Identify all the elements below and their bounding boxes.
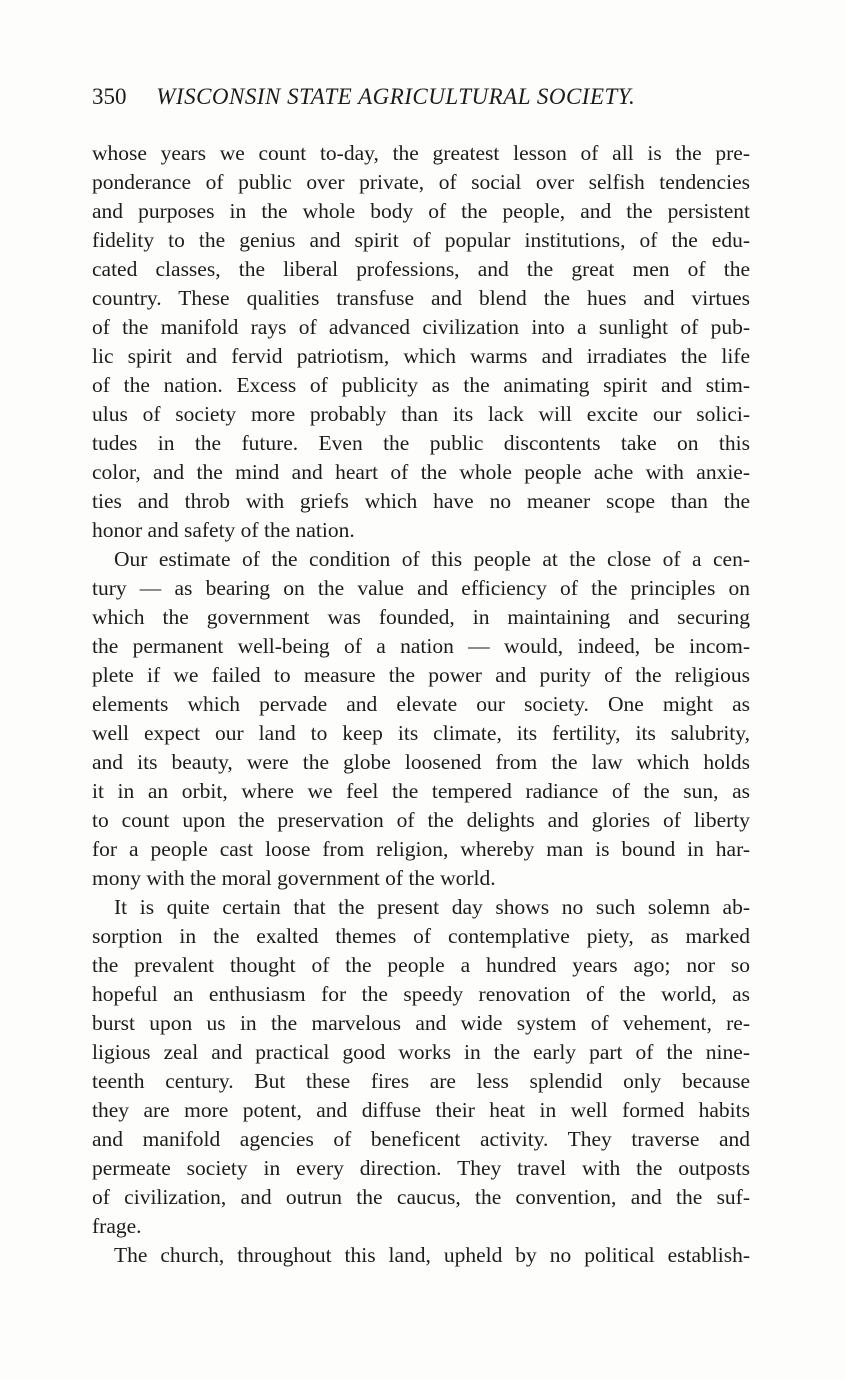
running-title: WISCONSIN STATE AGRICULTURAL SOCIETY. <box>156 84 636 109</box>
text-line: permeate society in every direction. They travel with the outposts <box>92 1156 750 1180</box>
text-line: honor and safety of the nation. <box>92 518 355 542</box>
running-head <box>92 80 752 114</box>
text-line: ponderance of public over private, of social over selfish tendencies <box>92 170 750 194</box>
text-line: ligious zeal and practical good works in the early part of the nine- <box>92 1040 750 1064</box>
text-line: of civilization, and outrun the caucus, the convention, and the suf- <box>92 1185 750 1209</box>
text-line: cated classes, the liberal professions, and the great men of the <box>92 257 750 281</box>
text-line: to count upon the preservation of the delights and glories of liberty <box>92 808 750 832</box>
text-line: country. These qualities transfuse and blend the hues and virtues <box>92 286 750 310</box>
text-line: tudes in the future. Even the public discontents take on this <box>92 431 750 455</box>
text-line: ties and throb with griefs which have no meaner scope than the <box>92 489 750 513</box>
text-line: the permanent well-being of a nation — would, indeed, be incom- <box>92 634 750 658</box>
text-line: whose years we count to-day, the greatest lesson of all is the pre- <box>92 141 750 165</box>
text-line: fidelity to the genius and spirit of popular institutions, of the edu- <box>92 228 750 252</box>
text-line: and its beauty, were the globe loosened from the law which holds <box>92 750 750 774</box>
text-line: frage. <box>92 1214 142 1238</box>
text-line: Our estimate of the condition of this people at the close of a cen- <box>114 547 750 571</box>
text-line: color, and the mind and heart of the whole people ache with anxie- <box>92 460 750 484</box>
text-line: It is quite certain that the present day shows no such solemn ab- <box>114 895 750 919</box>
text-line: and purposes in the whole body of the people, and the persistent <box>92 199 750 223</box>
text-line: mony with the moral government of the world. <box>92 866 496 890</box>
text-line: ulus of society more probably than its lack will excite our solici- <box>92 402 750 426</box>
text-line: the prevalent thought of the people a hundred years ago; nor so <box>92 953 750 977</box>
body-text <box>92 139 750 1270</box>
paragraph-1 <box>92 139 750 545</box>
text-line: they are more potent, and diffuse their heat in well formed habits <box>92 1098 750 1122</box>
paragraph-3 <box>92 893 750 1241</box>
text-line: sorption in the exalted themes of contemplative piety, as marked <box>92 924 750 948</box>
text-line: it in an orbit, where we feel the tempered radiance of the sun, as <box>92 779 750 803</box>
text-line: hopeful an enthusiasm for the speedy renovation of the world, as <box>92 982 750 1006</box>
text-line: elements which pervade and elevate our society. One might as <box>92 692 750 716</box>
text-line: burst upon us in the marvelous and wide system of vehement, re- <box>92 1011 750 1035</box>
text-line: The church, throughout this land, upheld by no political establish- <box>114 1243 750 1267</box>
text-line: which the government was founded, in maintaining and securing <box>92 605 750 629</box>
paragraph-4 <box>92 1241 750 1270</box>
text-line: plete if we failed to measure the power and purity of the religious <box>92 663 750 687</box>
text-line: for a people cast loose from religion, whereby man is bound in har- <box>92 837 750 861</box>
paragraph-2 <box>92 545 750 893</box>
text-line: teenth century. But these fires are less splendid only because <box>92 1069 750 1093</box>
text-line: of the nation. Excess of publicity as the animating spirit and stim- <box>92 373 750 397</box>
text-line: of the manifold rays of advanced civilization into a sunlight of pub- <box>92 315 750 339</box>
text-line: lic spirit and fervid patriotism, which warms and irradiates the life <box>92 344 750 368</box>
page-number: 350 <box>92 84 127 109</box>
text-line: and manifold agencies of beneficent activity. They traverse and <box>92 1127 750 1151</box>
text-line: well expect our land to keep its climate, its fertility, its salubrity, <box>92 721 750 745</box>
text-line: tury — as bearing on the value and efficiency of the principles on <box>92 576 750 600</box>
